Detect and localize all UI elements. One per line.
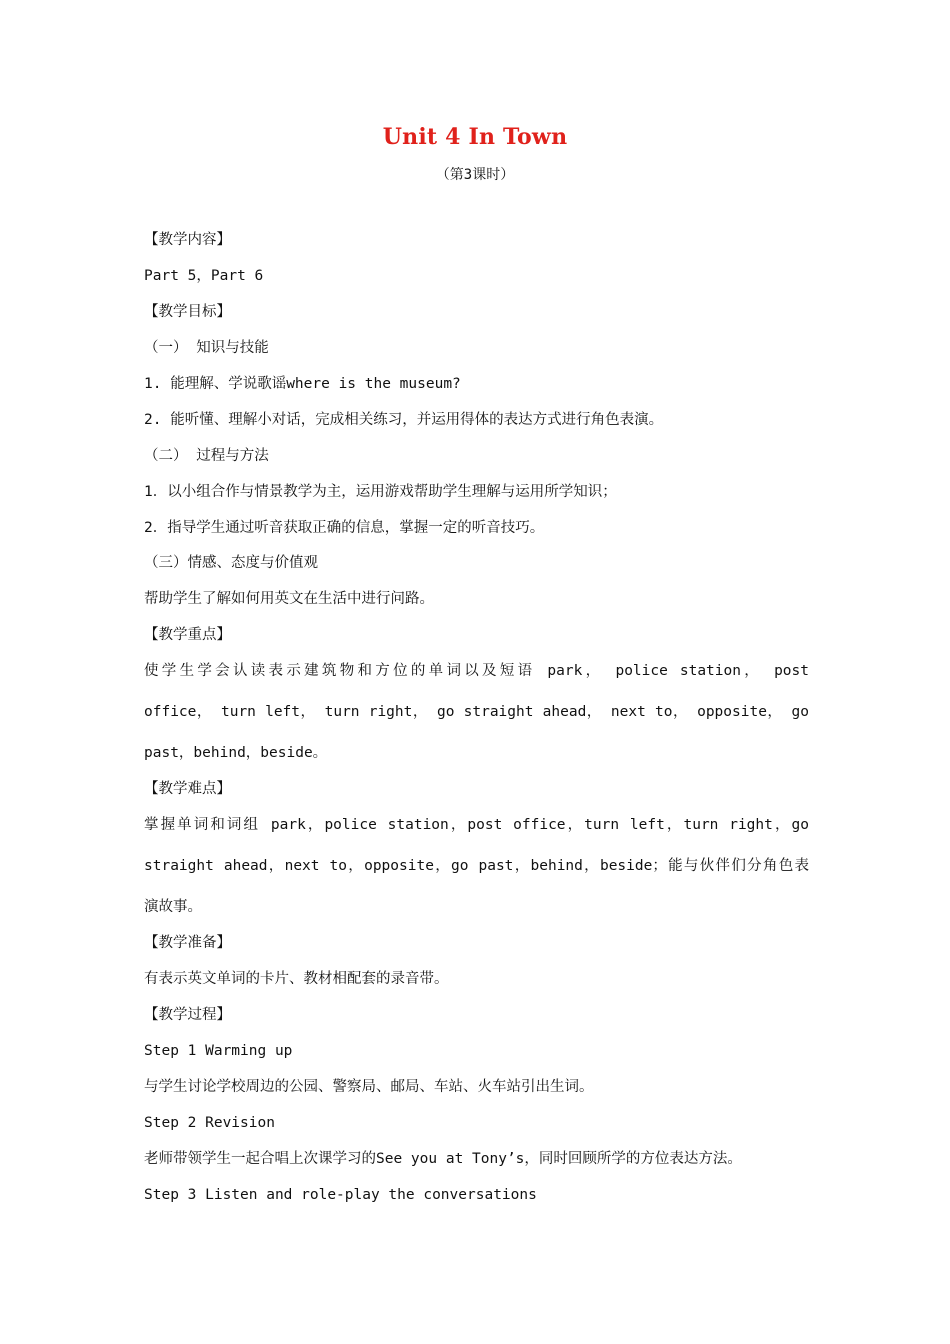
document-title: Unit 4 In Town [382, 124, 568, 150]
objectives-section2-title: （二） 过程与方法 [144, 448, 269, 464]
objectives-section2-item1: 1．以小组合作与情景教学为主，运用游戏帮助学生理解与运用所学知识； [144, 484, 617, 500]
step3-title: Step 3 Listen and role-play the conversations [144, 1187, 537, 1203]
objectives-section3-title: （三）情感、态度与价值观 [144, 555, 318, 571]
content-text: Part 5，Part 6 [144, 268, 264, 284]
objectives-section1-title: （一） 知识与技能 [144, 340, 269, 356]
difficulties-line1: 掌握单词和词组 park，police station，post office，turn left，turn right，go [144, 817, 809, 833]
difficulties-line2: straight ahead，next to，opposite，go past，behind，beside；能与伙伴们分角色表 [144, 858, 809, 874]
difficulties-line3: 演故事。 [144, 899, 202, 915]
difficulties-heading: 【教学难点】 [144, 781, 231, 797]
preparation-heading: 【教学准备】 [144, 935, 231, 951]
preparation-text: 有表示英文单词的卡片、教材相配套的录音带。 [144, 971, 449, 987]
step1-title: Step 1 Warming up [144, 1043, 293, 1059]
content-heading: 【教学内容】 [144, 232, 231, 248]
step2-title: Step 2 Revision [144, 1115, 275, 1131]
key-points-line1: 使学生学会认读表示建筑物和方位的单词以及短语 park， police station， post [144, 663, 809, 679]
objectives-section1-item2: 2. 能听懂、理解小对话，完成相关练习，并运用得体的表达方式进行角色表演。 [144, 412, 664, 428]
key-points-line2: office， turn left， turn right， go straight ahead， next to， opposite， go [144, 704, 809, 720]
objectives-section1-item1: 1. 能理解、学说歌谣where is the museum? [144, 376, 461, 392]
lesson-number: （第3课时） [435, 167, 515, 183]
step2-text: 老师带领学生一起合唱上次课学习的See you at Tony’s，同时回顾所学的方位表达方法。 [144, 1151, 742, 1167]
key-points-heading: 【教学重点】 [144, 627, 231, 643]
step1-text: 与学生讨论学校周边的公园、警察局、邮局、车站、火车站引出生词。 [144, 1079, 594, 1095]
key-points-line3: past，behind，beside。 [144, 745, 328, 761]
objectives-section2-item2: 2．指导学生通过听音获取正确的信息，掌握一定的听音技巧。 [144, 520, 545, 536]
process-heading: 【教学过程】 [144, 1007, 231, 1023]
objectives-section3-text: 帮助学生了解如何用英文在生活中进行问路。 [144, 591, 434, 607]
objectives-heading: 【教学目标】 [144, 304, 231, 320]
